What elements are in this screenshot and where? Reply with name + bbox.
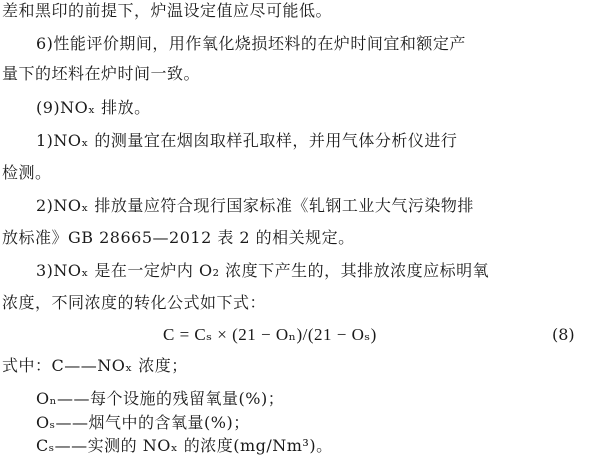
text-line-8: 放标准》GB 28665—2012 表 2 的相关规定。 — [2, 228, 355, 247]
definition-os: Oₛ——烟气中的含氧量(%)； — [36, 413, 250, 432]
definition-on: Oₙ——每个设施的残留氧量(%)； — [36, 389, 285, 408]
conversion-formula: C = Cₛ × (21 − Oₙ)/(21 − Oₛ) — [163, 325, 377, 344]
text-line-9: 3)NOₓ 是在一定炉内 O₂ 浓度下产生的，其排放浓度应标明氧 — [36, 261, 490, 280]
text-line-1: 差和黑印的前提下，炉温设定值应尽可能低。 — [2, 1, 333, 20]
text-line-7: 2)NOₓ 排放量应符合现行国家标准《轧钢工业大气污染物排 — [36, 196, 474, 215]
text-line-6: 检测。 — [2, 163, 52, 182]
definition-cs: Cₛ——实测的 NOₓ 的浓度(mg/Nm³)。 — [36, 436, 333, 455]
text-line-2: 6)性能评价期间，用作氧化烧损坯料的在炉时间宜和额定产 — [36, 34, 466, 53]
section-heading-nox: (9)NOₓ 排放。 — [36, 98, 151, 117]
text-line-10: 浓度，不同浓度的转化公式如下式： — [2, 293, 267, 312]
text-line-3: 量下的坯料在炉时间一致。 — [2, 64, 201, 83]
equation-number: (8) — [552, 325, 575, 344]
definition-c: 式中：C——NOₓ 浓度； — [2, 356, 188, 375]
text-line-5: 1)NOₓ 的测量宜在烟囱取样孔取样，并用气体分析仪进行 — [36, 131, 458, 150]
